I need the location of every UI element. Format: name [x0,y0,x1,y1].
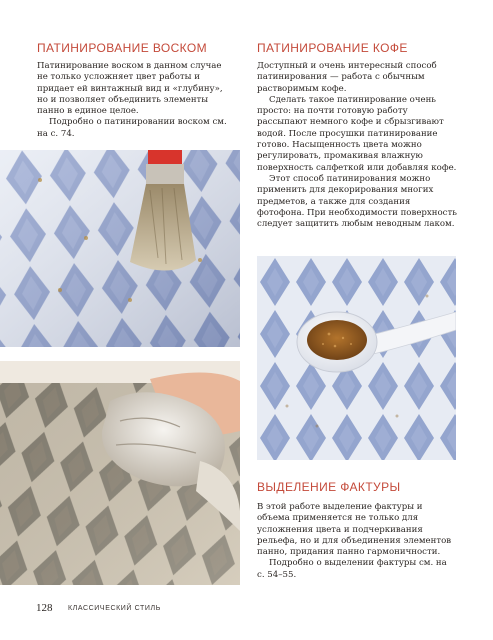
coffee-patina-text [257,61,457,230]
paragraph: Сделать такое патинирование очень просто: на почти готовую работу рассыпают немного кофе и сбрызгивают водой. После просушки патинирование готово. Насыщенность цвета можно регулировать, промакивая влажную поверхность салфеткой или добавляя кофе. [257,94,457,173]
paragraph: Патинирование воском в данном случае не только усложняет цвет работы и придает ей винтажный вид и «глубину», но и позволяет объединить элементы панно в единое целое. [37,61,223,117]
heading-wax-patina: ПАТИНИРОВАНИЕ ВОСКОМ [37,41,208,55]
photo-spoon-with-coffee [257,256,456,460]
paragraph: В этой работе выделение фактуры и объема применяется не только для усложнения цвета и подчеркивания рельефа, но и для объединения элементов панно, придания панно гармоничности. [257,502,452,558]
paragraph: Доступный и очень интересный способ патинирования — работа с обычным растворимым кофе. [257,61,437,94]
heading-coffee-patina: ПАТИНИРОВАНИЕ КОФЕ [257,41,408,55]
wax-patina-text [37,61,233,140]
paragraph: Этот способ патинирования можно применить для декорирования многих предметов, а также для создания фотофона. При необходимости поверхность следует защитить любым неводным лаком. [257,173,457,230]
photo-brush-on-panel [0,150,240,347]
running-title: КЛАССИЧЕСКИЙ СТИЛЬ [68,605,161,612]
page-number: 128 [36,602,53,614]
heading-texture: ВЫДЕЛЕНИЕ ФАКТУРЫ [257,480,401,494]
paragraph: Подробно о выделении фактуры см. на с. 54–55. [257,558,447,580]
texture-text [257,502,457,581]
paragraph: Подробно о патинировании воском см. на с. 74. [37,117,227,139]
photo-hand-rubbing-patina [0,361,240,585]
